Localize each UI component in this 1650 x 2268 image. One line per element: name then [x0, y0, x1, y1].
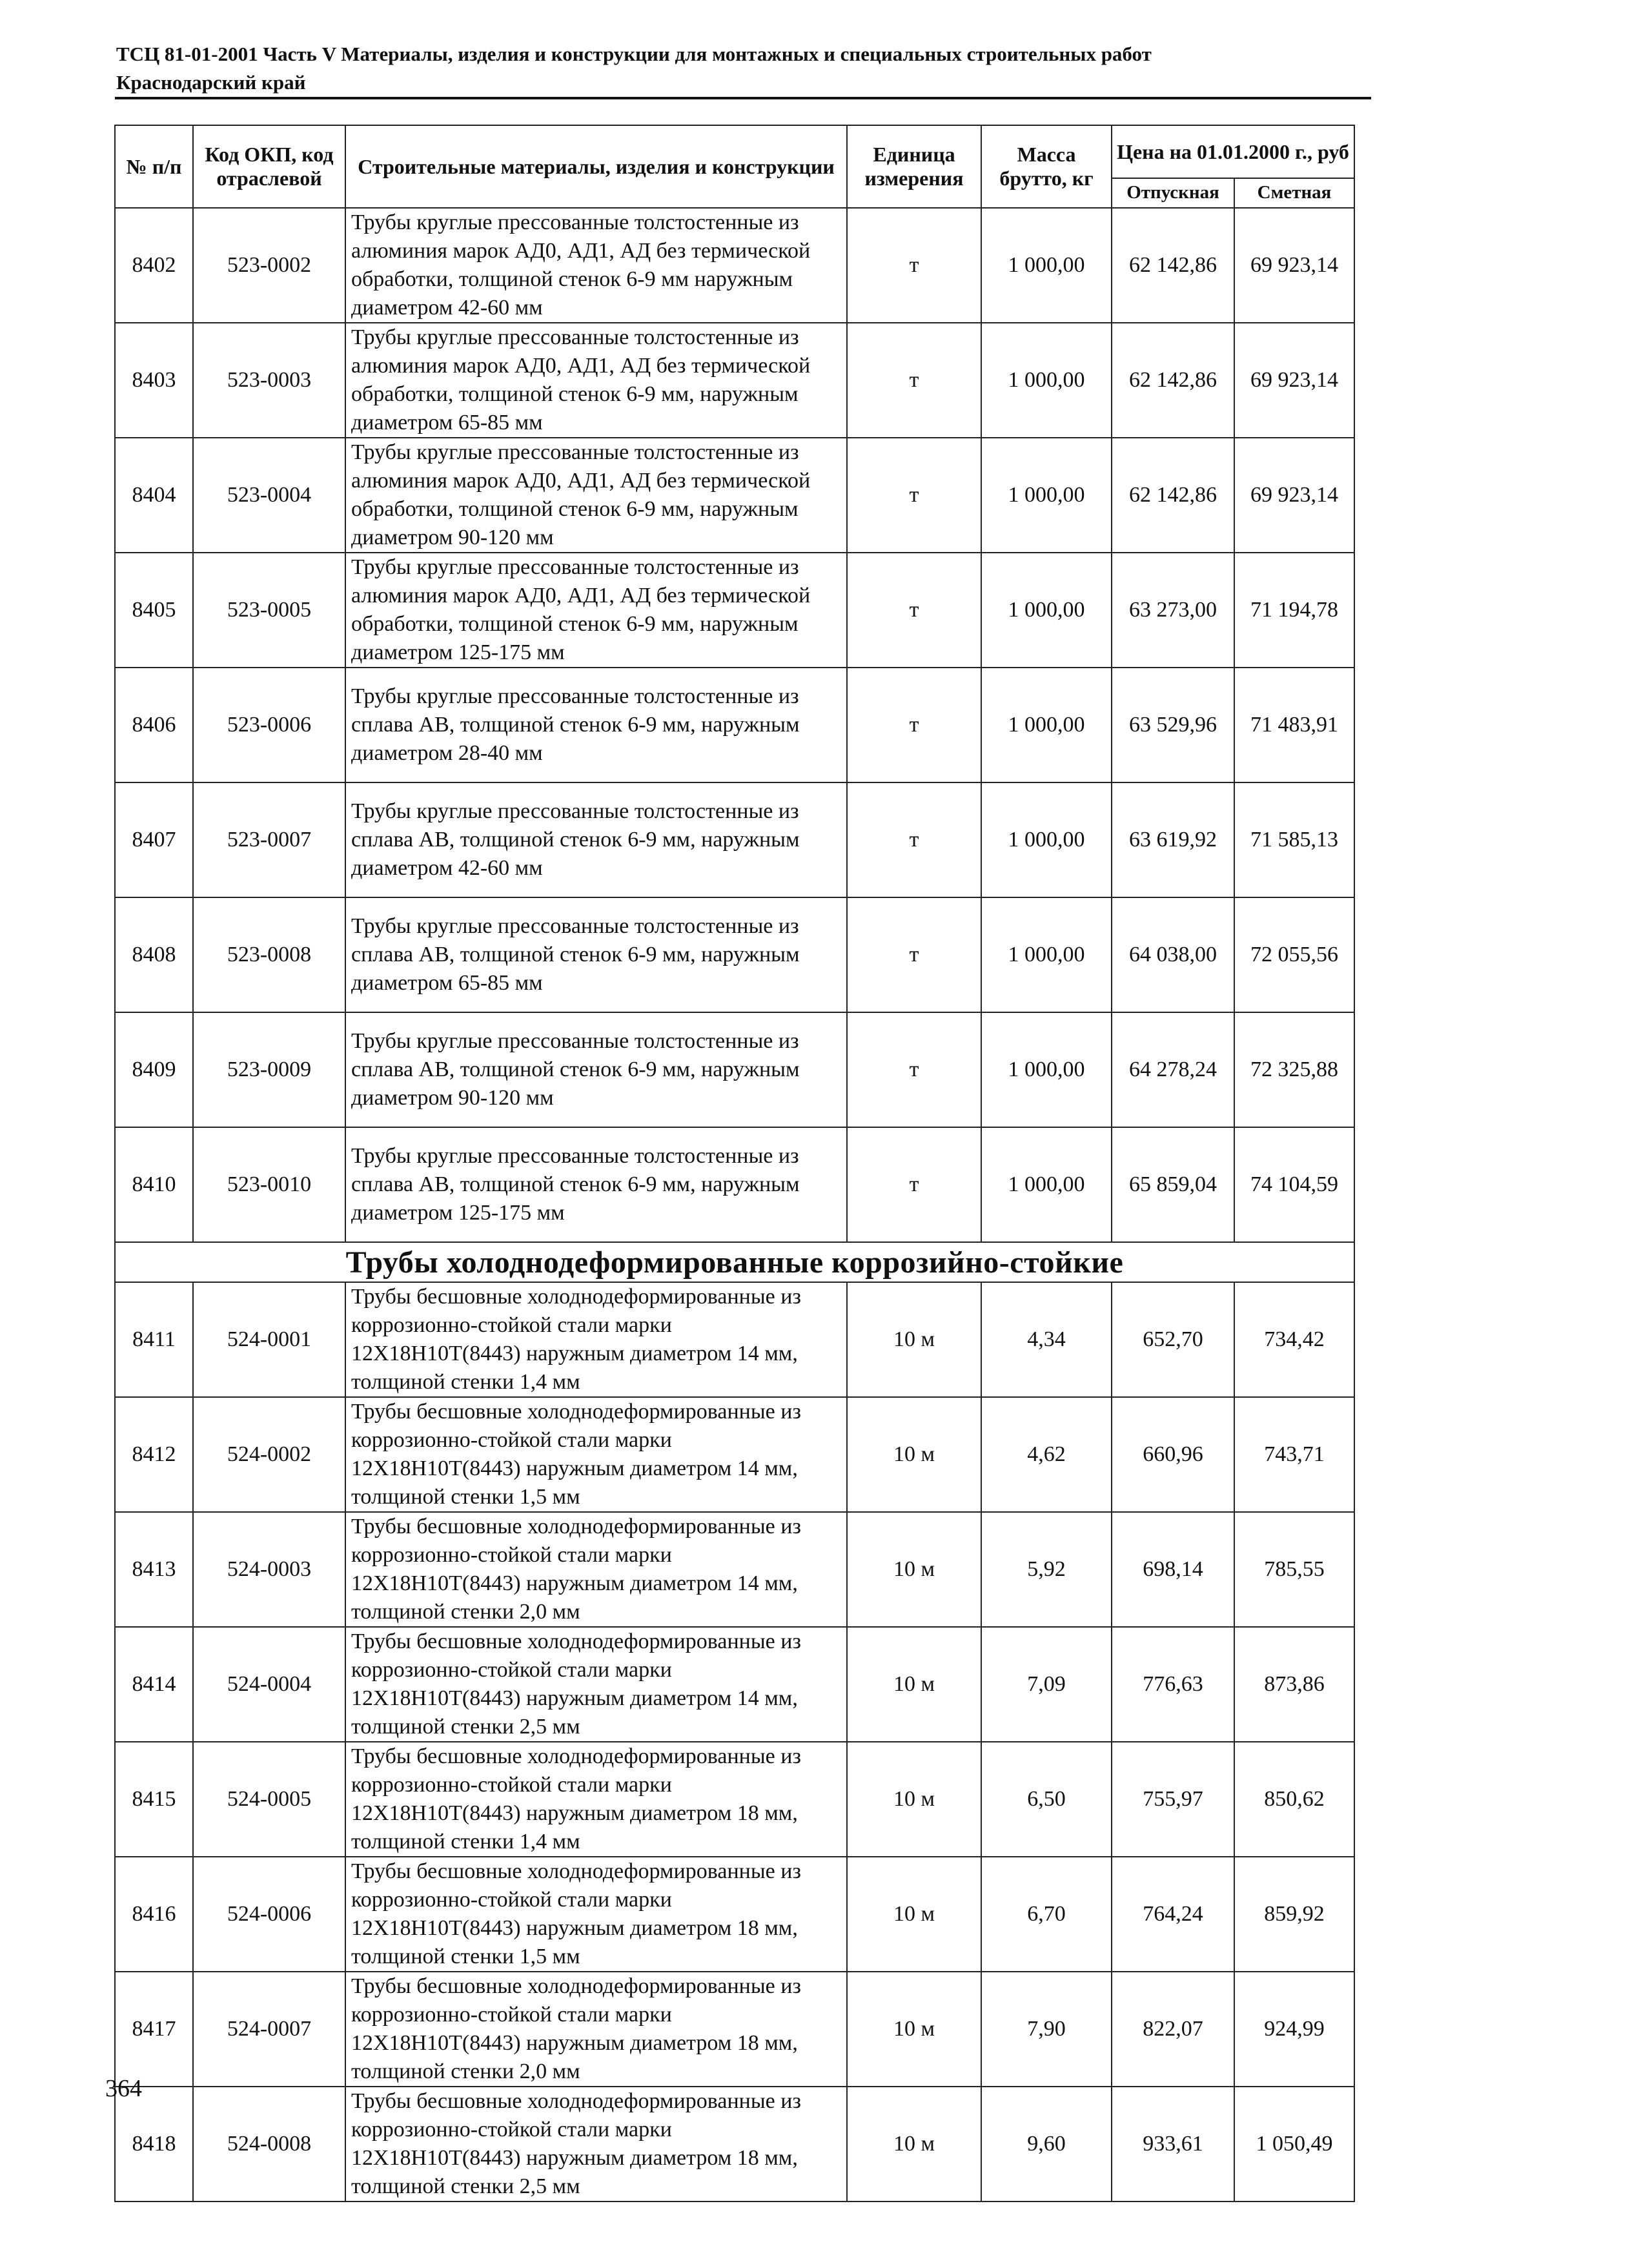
row-unit: 10 м: [847, 1857, 981, 1972]
row-mass: 1 000,00: [981, 1127, 1112, 1242]
table-row: [115, 1972, 1354, 2087]
row-mass: 1 000,00: [981, 1012, 1112, 1127]
row-num: 8417: [115, 1972, 193, 2087]
row-estimate-price: 69 923,14: [1234, 438, 1354, 553]
table-body-aluminium: [115, 208, 1354, 1242]
table-row: [115, 1627, 1354, 1742]
row-estimate-price: 734,42: [1234, 1282, 1354, 1397]
document-header-title: ТСЦ 81-01-2001 Часть V Материалы, изделия и конструкции для монтажных и специальных строительных работ: [116, 43, 1152, 65]
row-mass: 1 000,00: [981, 438, 1112, 553]
row-unit: т: [847, 438, 981, 553]
table-row: [115, 2087, 1354, 2202]
row-code: 524-0003: [193, 1512, 345, 1627]
row-mass: 6,50: [981, 1742, 1112, 1857]
row-estimate-price: 69 923,14: [1234, 208, 1354, 323]
row-code: 523-0007: [193, 782, 345, 897]
row-estimate-price: 924,99: [1234, 1972, 1354, 2087]
col-header-num: № п/п: [115, 125, 193, 208]
row-mass: 6,70: [981, 1857, 1112, 1972]
row-num: 8405: [115, 553, 193, 668]
table-row: [115, 897, 1354, 1012]
col-header-price: Цена на 01.01.2000 г., руб: [1112, 125, 1354, 178]
row-unit: 10 м: [847, 1627, 981, 1742]
row-unit: т: [847, 323, 981, 438]
row-mass: 1 000,00: [981, 782, 1112, 897]
row-release-price: 63 273,00: [1112, 553, 1234, 668]
table-section: [115, 1242, 1354, 1282]
row-mass: 5,92: [981, 1512, 1112, 1627]
row-release-price: 63 529,96: [1112, 668, 1234, 782]
row-name: Трубы бесшовные холоднодеформированные из коррозионно-стойкой стали марки 12Х18Н10Т(8443) наружным диаметром 14 мм, толщиной стенки 2,5 мм: [345, 1627, 847, 1742]
row-code: 523-0002: [193, 208, 345, 323]
row-estimate-price: 69 923,14: [1234, 323, 1354, 438]
row-num: 8418: [115, 2087, 193, 2202]
row-unit: 10 м: [847, 1397, 981, 1512]
row-unit: 10 м: [847, 1742, 981, 1857]
row-mass: 1 000,00: [981, 208, 1112, 323]
row-mass: 1 000,00: [981, 897, 1112, 1012]
row-num: 8407: [115, 782, 193, 897]
row-mass: 9,60: [981, 2087, 1112, 2202]
row-estimate-price: 71 585,13: [1234, 782, 1354, 897]
row-num: 8402: [115, 208, 193, 323]
row-estimate-price: 74 104,59: [1234, 1127, 1354, 1242]
table-row: [115, 1742, 1354, 1857]
table-row: [115, 323, 1354, 438]
row-mass: 1 000,00: [981, 323, 1112, 438]
document-header-region: Краснодарский край: [116, 71, 306, 94]
row-estimate-price: 785,55: [1234, 1512, 1354, 1627]
row-release-price: 755,97: [1112, 1742, 1234, 1857]
row-unit: 10 м: [847, 1972, 981, 2087]
row-unit: т: [847, 553, 981, 668]
row-code: 523-0009: [193, 1012, 345, 1127]
col-header-release: Отпускная: [1112, 178, 1234, 208]
row-code: 523-0005: [193, 553, 345, 668]
row-code: 523-0010: [193, 1127, 345, 1242]
col-header-unit: Единица измерения: [847, 125, 981, 208]
row-num: 8403: [115, 323, 193, 438]
row-num: 8410: [115, 1127, 193, 1242]
row-name: Трубы круглые прессованные толстостенные из алюминия марок АД0, АД1, АД без термической обработки, толщиной стенок 6-9 мм, наружным диаметром 65-85 мм: [345, 323, 847, 438]
row-unit: 10 м: [847, 2087, 981, 2202]
row-release-price: 698,14: [1112, 1512, 1234, 1627]
row-code: 524-0007: [193, 1972, 345, 2087]
row-name: Трубы бесшовные холоднодеформированные из коррозионно-стойкой стали марки 12Х18Н10Т(8443) наружным диаметром 18 мм, толщиной стенки 2,5 мм: [345, 2087, 847, 2202]
row-name: Трубы круглые прессованные толстостенные из сплава АВ, толщиной стенок 6-9 мм, наружным диаметром 28-40 мм: [345, 668, 847, 782]
row-name: Трубы круглые прессованные толстостенные из сплава АВ, толщиной стенок 6-9 мм, наружным диаметром 90-120 мм: [345, 1012, 847, 1127]
row-mass: 4,34: [981, 1282, 1112, 1397]
col-header-estimate: Сметная: [1234, 178, 1354, 208]
table-row: [115, 1397, 1354, 1512]
row-num: 8409: [115, 1012, 193, 1127]
table-row: [115, 1282, 1354, 1397]
row-num: 8408: [115, 897, 193, 1012]
row-release-price: 64 278,24: [1112, 1012, 1234, 1127]
row-unit: т: [847, 1127, 981, 1242]
table-body-stainless: [115, 1282, 1354, 2202]
row-name: Трубы бесшовные холоднодеформированные из коррозионно-стойкой стали марки 12Х18Н10Т(8443) наружным диаметром 14 мм, толщиной стенки 1,5 мм: [345, 1397, 847, 1512]
row-code: 523-0003: [193, 323, 345, 438]
row-release-price: 65 859,04: [1112, 1127, 1234, 1242]
row-release-price: 62 142,86: [1112, 438, 1234, 553]
row-code: 524-0008: [193, 2087, 345, 2202]
row-unit: 10 м: [847, 1512, 981, 1627]
row-num: 8412: [115, 1397, 193, 1512]
row-release-price: 764,24: [1112, 1857, 1234, 1972]
row-name: Трубы бесшовные холоднодеформированные из коррозионно-стойкой стали марки 12Х18Н10Т(8443) наружным диаметром 14 мм, толщиной стенки 1,4 мм: [345, 1282, 847, 1397]
row-unit: т: [847, 208, 981, 323]
row-num: 8404: [115, 438, 193, 553]
row-code: 524-0001: [193, 1282, 345, 1397]
row-code: 524-0002: [193, 1397, 345, 1512]
page-number: 364: [105, 2075, 142, 2102]
row-name: Трубы круглые прессованные толстостенные из алюминия марок АД0, АД1, АД без термической обработки, толщиной стенок 6-9 мм наружным диаметром 42-60 мм: [345, 208, 847, 323]
col-header-mass: Масса брутто, кг: [981, 125, 1112, 208]
row-unit: т: [847, 782, 981, 897]
price-table: [114, 125, 1355, 2202]
row-code: 523-0006: [193, 668, 345, 782]
row-estimate-price: 873,86: [1234, 1627, 1354, 1742]
row-estimate-price: 72 055,56: [1234, 897, 1354, 1012]
row-release-price: 62 142,86: [1112, 323, 1234, 438]
row-release-price: 62 142,86: [1112, 208, 1234, 323]
table-row: [115, 208, 1354, 323]
table-row: [115, 1012, 1354, 1127]
row-num: 8406: [115, 668, 193, 782]
row-name: Трубы круглые прессованные толстостенные из сплава АВ, толщиной стенок 6-9 мм, наружным диаметром 42-60 мм: [345, 782, 847, 897]
row-code: 523-0004: [193, 438, 345, 553]
section-title: Трубы холоднодеформированные коррозийно-стойкие: [115, 1242, 1354, 1282]
row-unit: т: [847, 668, 981, 782]
row-code: 524-0006: [193, 1857, 345, 1972]
table-row: [115, 553, 1354, 668]
header-divider: [115, 97, 1371, 99]
row-name: Трубы круглые прессованные толстостенные из сплава АВ, толщиной стенок 6-9 мм, наружным диаметром 125-175 мм: [345, 1127, 847, 1242]
col-header-code: Код ОКП, код отраслевой: [193, 125, 345, 208]
row-release-price: 933,61: [1112, 2087, 1234, 2202]
row-release-price: 652,70: [1112, 1282, 1234, 1397]
row-num: 8416: [115, 1857, 193, 1972]
table-row: [115, 782, 1354, 897]
row-estimate-price: 743,71: [1234, 1397, 1354, 1512]
row-name: Трубы бесшовные холоднодеформированные из коррозионно-стойкой стали марки 12Х18Н10Т(8443) наружным диаметром 14 мм, толщиной стенки 2,0 мм: [345, 1512, 847, 1627]
row-release-price: 822,07: [1112, 1972, 1234, 2087]
table-row: [115, 1127, 1354, 1242]
table-header: [115, 125, 1354, 208]
row-name: Трубы круглые прессованные толстостенные из алюминия марок АД0, АД1, АД без термической обработки, толщиной стенок 6-9 мм, наружным диаметром 125-175 мм: [345, 553, 847, 668]
row-name: Трубы бесшовные холоднодеформированные из коррозионно-стойкой стали марки 12Х18Н10Т(8443) наружным диаметром 18 мм, толщиной стенки 1,4 мм: [345, 1742, 847, 1857]
table-row: [115, 1857, 1354, 1972]
row-name: Трубы круглые прессованные толстостенные из сплава АВ, толщиной стенок 6-9 мм, наружным диаметром 65-85 мм: [345, 897, 847, 1012]
row-unit: 10 м: [847, 1282, 981, 1397]
row-estimate-price: 850,62: [1234, 1742, 1354, 1857]
table-row: [115, 438, 1354, 553]
row-mass: 7,90: [981, 1972, 1112, 2087]
row-name: Трубы бесшовные холоднодеформированные из коррозионно-стойкой стали марки 12Х18Н10Т(8443) наружным диаметром 18 мм, толщиной стенки 2,0 мм: [345, 1972, 847, 2087]
table-row: [115, 1512, 1354, 1627]
row-release-price: 660,96: [1112, 1397, 1234, 1512]
row-mass: 7,09: [981, 1627, 1112, 1742]
row-release-price: 64 038,00: [1112, 897, 1234, 1012]
row-num: 8415: [115, 1742, 193, 1857]
row-num: 8413: [115, 1512, 193, 1627]
row-unit: т: [847, 1012, 981, 1127]
row-estimate-price: 1 050,49: [1234, 2087, 1354, 2202]
row-estimate-price: 859,92: [1234, 1857, 1354, 1972]
row-mass: 1 000,00: [981, 553, 1112, 668]
row-num: 8414: [115, 1627, 193, 1742]
row-estimate-price: 71 483,91: [1234, 668, 1354, 782]
row-mass: 4,62: [981, 1397, 1112, 1512]
row-mass: 1 000,00: [981, 668, 1112, 782]
row-unit: т: [847, 897, 981, 1012]
row-code: 524-0004: [193, 1627, 345, 1742]
row-release-price: 63 619,92: [1112, 782, 1234, 897]
row-code: 523-0008: [193, 897, 345, 1012]
row-name: Трубы бесшовные холоднодеформированные из коррозионно-стойкой стали марки 12Х18Н10Т(8443) наружным диаметром 18 мм, толщиной стенки 1,5 мм: [345, 1857, 847, 1972]
row-estimate-price: 71 194,78: [1234, 553, 1354, 668]
row-release-price: 776,63: [1112, 1627, 1234, 1742]
row-estimate-price: 72 325,88: [1234, 1012, 1354, 1127]
col-header-name: Строительные материалы, изделия и конструкции: [345, 125, 847, 208]
table-row: [115, 668, 1354, 782]
row-num: 8411: [115, 1282, 193, 1397]
row-name: Трубы круглые прессованные толстостенные из алюминия марок АД0, АД1, АД без термической обработки, толщиной стенок 6-9 мм, наружным диаметром 90-120 мм: [345, 438, 847, 553]
row-code: 524-0005: [193, 1742, 345, 1857]
